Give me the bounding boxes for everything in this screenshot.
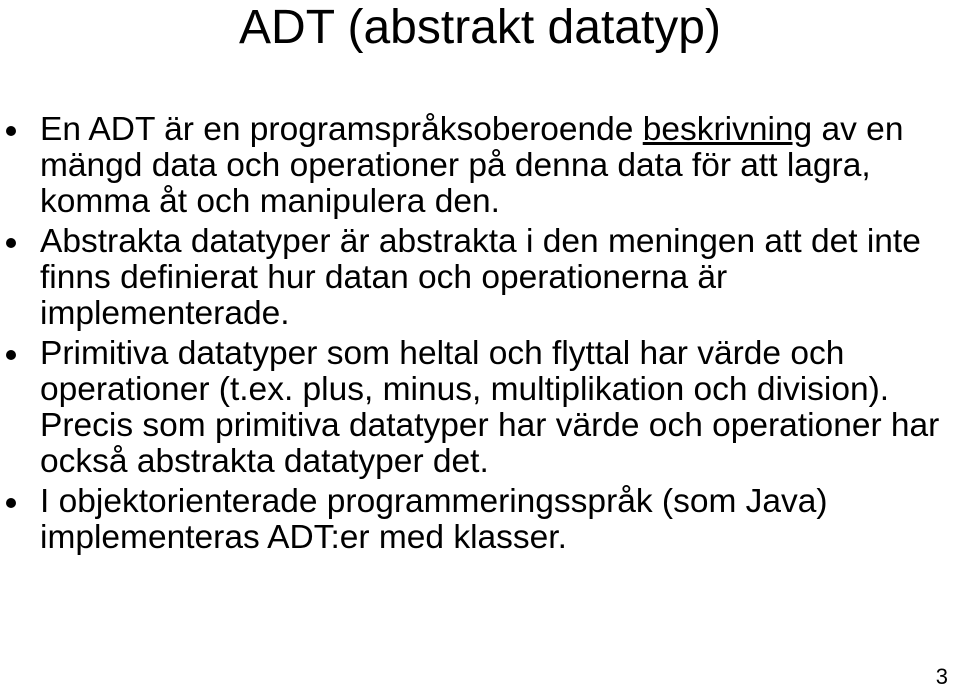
slide-title: ADT (abstrakt datatyp) [239,1,721,54]
bullet-text-post: av en mängd data och operationer på denna data för att lagra, komma åt och manipulera den. [40,111,904,220]
bullet-text-underlined: beskrivning [642,111,813,148]
bullet-icon [6,238,16,248]
bullet-icon [6,350,16,360]
bullet-item-oop-classes [0,484,960,556]
bullet-item-primitive-types [0,336,960,480]
page-number: 3 [935,664,948,689]
bullet-text: Primitiva datatyper som heltal och flyttal har värde och operationer (t.ex. plus, minus, multiplikation och division). Precis som primitiva datatyper har värde och operationer har också abstrakta datatyper det. [40,335,940,480]
bullet-text: Abstrakta datatyper är abstrakta i den meningen att det inte finns definierat hur datan och operationerna är implementerade. [40,223,921,332]
bullet-icon [6,126,16,136]
bullet-item-abstract-types [0,224,960,332]
bullet-item-adt-definition [0,112,960,220]
bullet-list [0,112,960,560]
bullet-icon [6,498,16,508]
bullet-text: I objektorienterade programmeringsspråk (som Java) implementeras ADT:er med klasser. [40,483,828,556]
bullet-text-pre: En ADT är en programspråksoberoende [40,111,643,148]
